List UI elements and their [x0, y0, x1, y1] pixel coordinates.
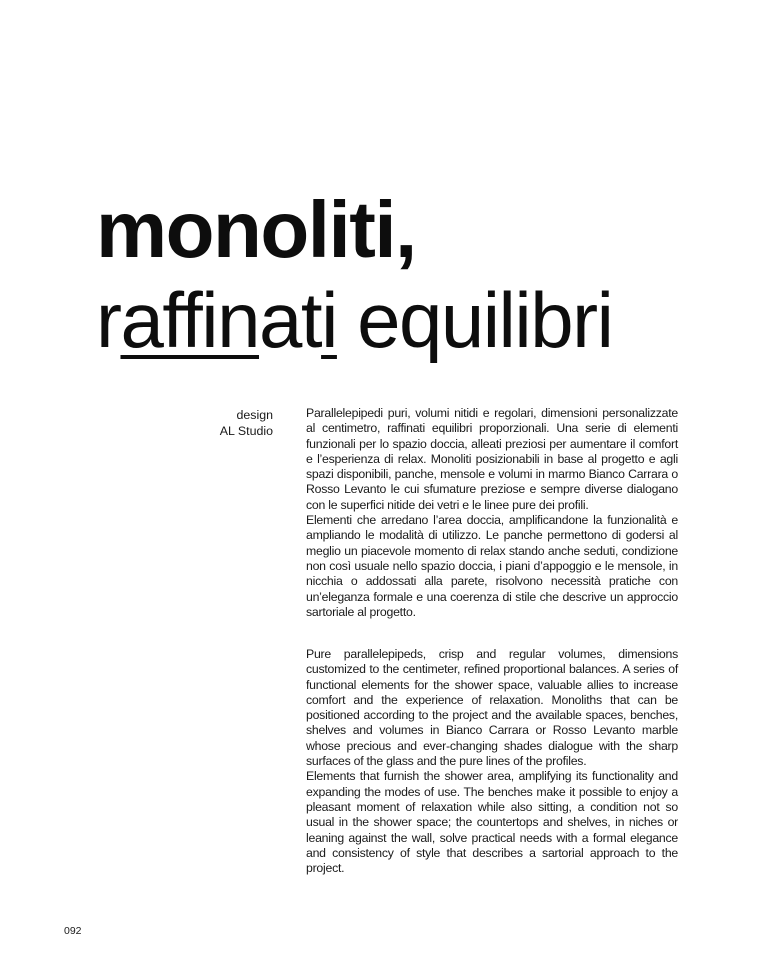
subtitle-part-underlined: affin [120, 276, 260, 364]
page-title: monoliti, [96, 185, 416, 274]
subtitle-part: equilibri [336, 276, 613, 364]
subtitle-part-underlined: i [321, 276, 337, 364]
italian-text [306, 406, 678, 620]
page-number: 092 [64, 925, 82, 937]
design-credit [180, 407, 273, 439]
english-text [306, 647, 678, 876]
english-paragraph: Pure parallelepipeds, crisp and regular volumes, dimensions customized to the centimeter, refined proportional balances. A series of functional elements for the shower space, valuable allies to increase comfort and the experience of relaxation. Monoliths that can be positioned according to the project and the available spaces, benches, shelves and volumes in Bianco Carrara or Rosso Levanto marble whose precious and ever-changing shades dialogue with the sharp surfaces of the glass and the pure lines of the profiles. [306, 647, 678, 769]
credit-label: design [236, 408, 273, 422]
italian-paragraph: Parallelepipedi puri, volumi nitidi e regolari, dimensioni personalizzate al centimetro, raffinati equilibri proporzionali. Una serie di elementi funzionali per lo spazio doccia, alleati preziosi per aumentare il comfort e l’esperienza di relax. Monoliti posizionabili in base al progetto e agli spazi disponibili, panche, mensole e volumi in marmo Bianco Carrara o Rosso Levanto le cui sfumature preziose e sempre diverse dialogano con le superfici nitide dei vetri e le linee pure dei profili. [306, 406, 678, 512]
page-subtitle [96, 277, 612, 363]
english-paragraph: Elements that furnish the shower area, amplifying its functionality and expanding the modes of use. The benches make it possible to enjoy a pleasant moment of relaxation while also sitting, a condition not so usual in the shower space; the countertops and shelves, in niches or leaning against the wall, solve practical needs with a formal elegance and consistency of style that describes a sartorial approach to the project. [306, 769, 678, 876]
credit-designer: AL Studio [219, 424, 273, 438]
italian-paragraph: Elementi che arredano l’area doccia, amplificandone la funzionalità e ampliando le modalità di utilizzo. Le panche permettono di godersi al meglio un piacevole momento di relax stando anche seduti, condizione non così usuale nello spazio doccia, i piani d’appoggio e le mensole, in nicchia o addossati alla parete, risolvono necessità pratiche con un’eleganza formale e una coerenza di stile che descrive un approccio sartoriale al progetto. [306, 513, 678, 619]
subtitle-part: at [259, 276, 322, 364]
subtitle-part: r [96, 276, 121, 364]
